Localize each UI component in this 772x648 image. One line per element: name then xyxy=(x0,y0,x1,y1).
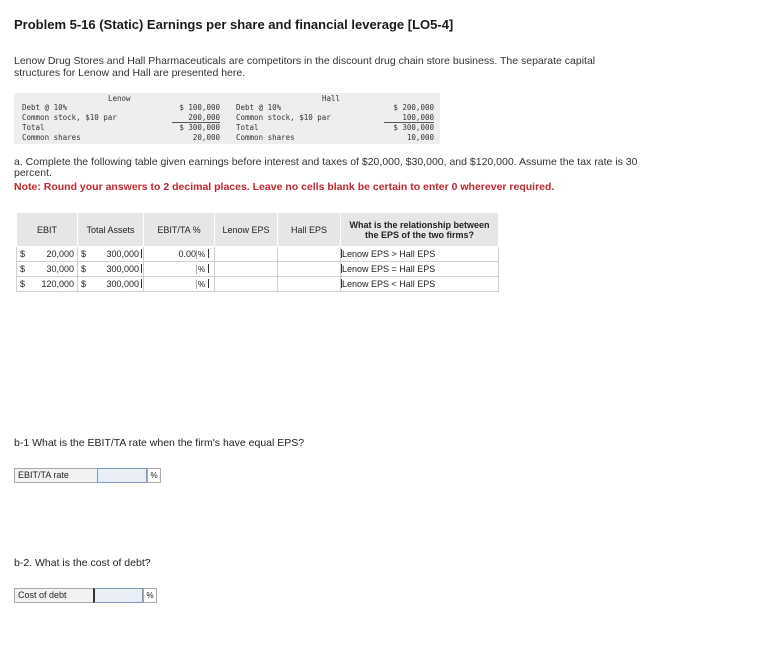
assets-cell xyxy=(78,247,144,262)
page-title: Problem 5-16 (Static) Earnings per share and financial leverage [LO5-4] xyxy=(14,17,454,32)
lenow-eps-input[interactable] xyxy=(215,277,278,292)
assets-cell xyxy=(78,277,144,292)
header-lenow-eps: Lenow EPS xyxy=(215,213,278,247)
assets-value: 300,000 xyxy=(106,264,139,274)
eps-table xyxy=(16,212,499,292)
ebit-value: 30,000 xyxy=(46,264,74,274)
capital-structure-panel xyxy=(14,93,440,144)
header-total-assets: Total Assets xyxy=(78,213,144,247)
dollar-sign: $ xyxy=(20,264,26,274)
ebit-value: 120,000 xyxy=(41,279,74,289)
hall-label: Common stock, $10 par xyxy=(236,113,331,122)
input-marker xyxy=(141,279,142,288)
lenow-label: Total xyxy=(22,123,45,132)
lenow-value: 20,000 xyxy=(192,133,220,142)
question-b1: b-1 What is the EBIT/TA rate when the firm's have equal EPS? xyxy=(14,437,305,449)
hall-value: 100,000 xyxy=(384,113,434,123)
lenow-value: 200,000 xyxy=(172,113,220,123)
relationship-value[interactable]: Lenow EPS < Hall EPS xyxy=(342,279,436,289)
lenow-eps-input[interactable] xyxy=(215,262,278,277)
note-text: Note: Round your answers to 2 decimal places. Leave no cells blank be certain to enter 0 wherever required. xyxy=(14,181,555,193)
dollar-sign: $ xyxy=(81,249,87,259)
intro-text: Lenow Drug Stores and Hall Pharmaceuticals are competitors in the discount drug chain store business. The separate capital structures for Lenow and Hall are presented here. xyxy=(14,55,596,79)
relationship-value[interactable]: Lenow EPS = Hall EPS xyxy=(342,264,436,274)
ebit-ta-rate-unit: % xyxy=(147,468,161,483)
ebit-cell xyxy=(17,247,78,262)
table-row xyxy=(17,247,499,262)
hall-header: Hall xyxy=(322,94,341,103)
hall-value: $ 300,000 xyxy=(393,123,434,132)
header-ebit-ta: EBIT/TA % xyxy=(144,213,215,247)
assets-value: 300,000 xyxy=(106,249,139,259)
dollar-sign: $ xyxy=(20,279,26,289)
assets-cell xyxy=(78,262,144,277)
hall-label: Common shares xyxy=(236,133,295,142)
input-marker xyxy=(208,249,209,258)
lenow-value: $ 300,000 xyxy=(179,123,220,132)
input-marker xyxy=(141,249,142,258)
input-marker xyxy=(208,264,209,273)
header-hall-eps: Hall EPS xyxy=(278,213,341,247)
ebit-ta-input[interactable] xyxy=(144,262,215,277)
percent-sign: % xyxy=(197,280,206,289)
lenow-value: $ 100,000 xyxy=(179,103,220,112)
input-marker xyxy=(208,279,209,288)
percent-sign: % xyxy=(197,265,206,274)
hall-eps-input[interactable] xyxy=(278,277,341,292)
ebit-cell xyxy=(17,262,78,277)
dollar-sign: $ xyxy=(20,249,26,259)
lenow-eps-input[interactable] xyxy=(215,247,278,262)
relationship-value[interactable]: Lenow EPS > Hall EPS xyxy=(342,249,436,259)
ebit-value: 20,000 xyxy=(46,249,74,259)
hall-eps-input[interactable] xyxy=(278,262,341,277)
hall-label: Total xyxy=(236,123,259,132)
lenow-label: Common stock, $10 par xyxy=(22,113,117,122)
relationship-select[interactable] xyxy=(341,277,499,292)
header-relationship: What is the relationship between the EPS of the two firms? xyxy=(341,213,499,247)
question-a: a. Complete the following table given earnings before interest and taxes of $20,000, $30,000, and $120,000. Assume the tax rate is 30 percent. xyxy=(14,156,638,179)
ebit-cell xyxy=(17,277,78,292)
hall-eps-input[interactable] xyxy=(278,247,341,262)
table-row xyxy=(17,277,499,292)
lenow-label: Common shares xyxy=(22,133,81,142)
ebit-ta-rate-input[interactable] xyxy=(97,468,147,483)
lenow-label: Debt @ 10% xyxy=(22,103,68,112)
lenow-header: Lenow xyxy=(108,94,131,103)
table-row xyxy=(17,262,499,277)
ebit-ta-value[interactable]: 0.00 xyxy=(178,249,196,259)
question-b2: b-2. What is the cost of debt? xyxy=(14,557,151,569)
cost-of-debt-unit: % xyxy=(143,588,157,603)
cost-of-debt-label: Cost of debt xyxy=(14,588,94,603)
header-ebit: EBIT xyxy=(17,213,78,247)
relationship-select[interactable] xyxy=(341,247,499,262)
hall-value: $ 200,000 xyxy=(393,103,434,112)
dollar-sign: $ xyxy=(81,279,87,289)
assets-value: 300,000 xyxy=(106,279,139,289)
dollar-sign: $ xyxy=(81,264,87,274)
input-marker xyxy=(141,264,142,273)
hall-value: 10,000 xyxy=(406,133,434,142)
ebit-ta-input[interactable] xyxy=(144,247,215,262)
ebit-ta-rate-label: EBIT/TA rate xyxy=(14,468,98,483)
hall-label: Debt @ 10% xyxy=(236,103,282,112)
relationship-select[interactable] xyxy=(341,262,499,277)
ebit-ta-input[interactable] xyxy=(144,277,215,292)
percent-sign: % xyxy=(197,250,206,259)
cost-of-debt-input[interactable] xyxy=(93,588,143,603)
